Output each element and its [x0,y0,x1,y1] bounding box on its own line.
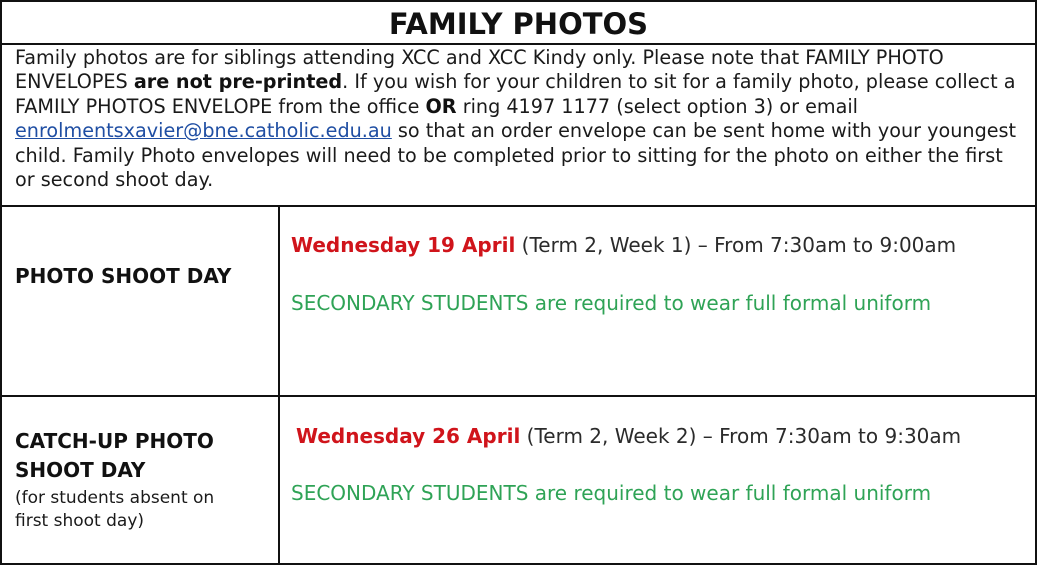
intro-emphasis-or: OR [425,94,457,118]
catch-up-details: (Term 2, Week 2) – From 7:30am to 9:30am [526,424,962,448]
catch-up-date: Wednesday 26 April [296,424,521,448]
border-intro-bottom [0,205,1037,207]
border-column-divider [278,205,280,565]
intro-text-3: ring 4197 1177 (select option 3) or email [456,94,859,118]
photo-shoot-day-label: PHOTO SHOOT DAY [15,264,232,288]
intro-text-4: so that an order envelope can be sent home with your youngest child. Family Photo envelopes will need to be completed prior to sitting for the photo on either the first or second shoot day. [15,119,1017,192]
catch-up-uniform-note: SECONDARY STUDENTS are required to wear full formal uniform [291,481,932,505]
photo-shoot-day-details: (Term 2, Week 1) – From 7:30am to 9:00am [521,233,957,257]
catch-up-note-line-2: first shoot day) [15,511,145,531]
photo-shoot-day-when [291,231,956,259]
page-title: FAMILY PHOTOS [388,7,649,41]
catch-up-label-line-2: SHOOT DAY [15,458,146,482]
photo-shoot-day-uniform-note: SECONDARY STUDENTS are required to wear full formal uniform [291,291,932,315]
catch-up-when [296,422,961,450]
border-right [1035,0,1037,565]
intro-text-1: Family photos are for siblings attending XCC and XCC Kindy only. Please note that FAMILY PHOTO ENVELOPES [15,46,944,94]
catch-up-label-line-1: CATCH-UP PHOTO [15,429,214,453]
border-row-divider [0,395,1037,397]
catch-up-note-line-1: (for students absent on [15,488,215,508]
email-link[interactable]: enrolmentsxavier@bne.catholic.edu.au [15,119,392,143]
border-left [0,0,2,565]
intro-paragraph [15,46,1027,192]
intro-emphasis-not-preprinted: are not pre-printed [133,70,343,94]
photo-shoot-day-date: Wednesday 19 April [291,233,516,257]
border-bottom [0,563,1037,565]
intro-text-2: . If you wish for your children to sit for a family photo, please collect a FAMILY PHOTOS ENVELOPE from the office [15,70,1016,118]
